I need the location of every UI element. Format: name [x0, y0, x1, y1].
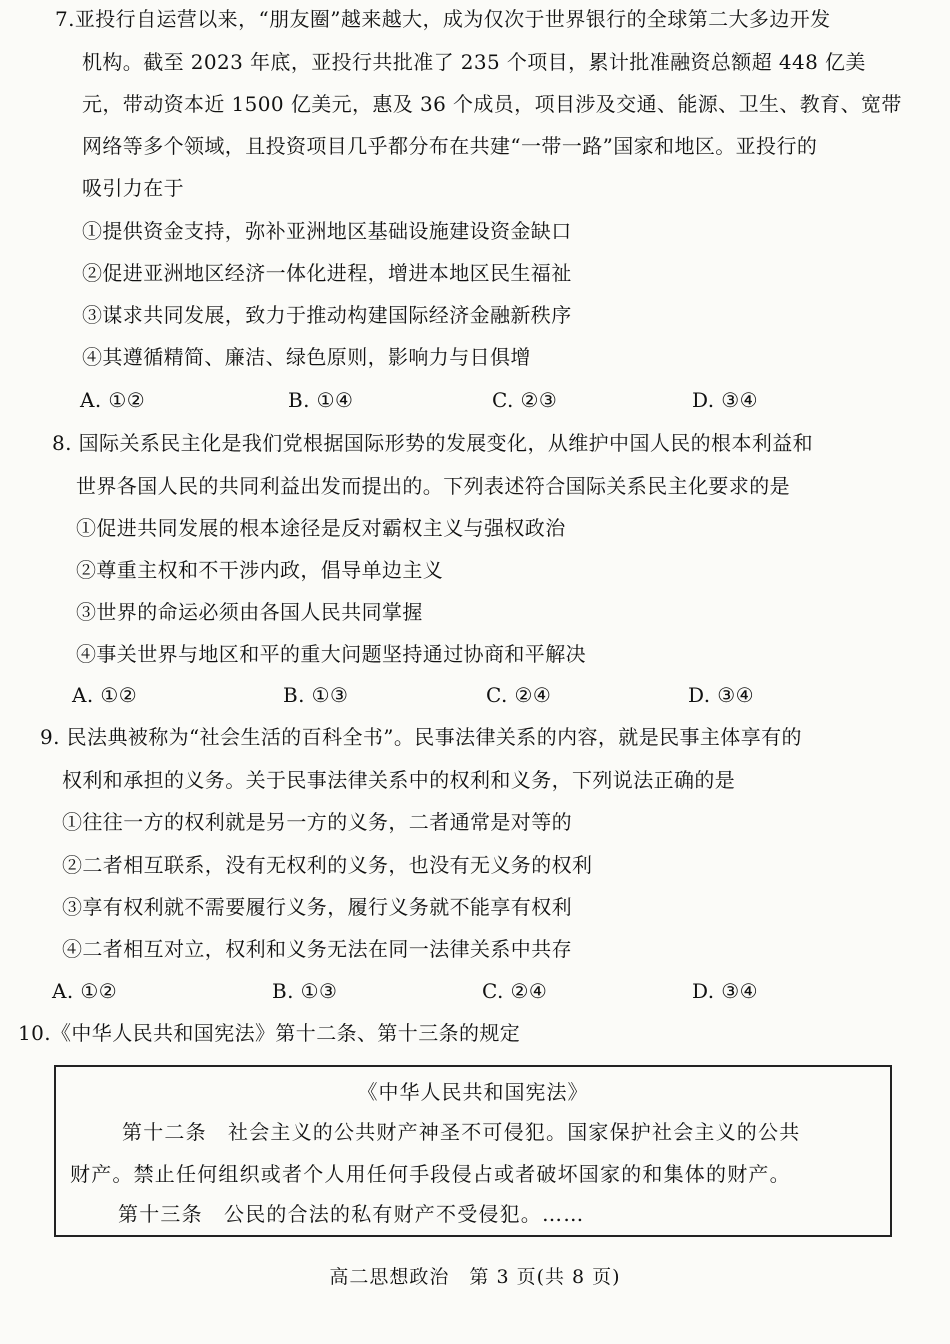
excerpt-line-3: 第十三条 公民的合法的私有财产不受侵犯。……: [118, 1202, 585, 1226]
q8-item-2: ②尊重主权和不干涉内政，倡导单边主义: [76, 558, 444, 582]
q7-stem-line-4: 网络等多个领域，且投资项目几乎都分布在共建“一带一路”国家和地区。亚投行的: [82, 134, 818, 158]
q9-item-1: ①往往一方的权利就是另一方的义务，二者通常是对等的: [62, 810, 572, 834]
q9-stem-line-1: 9. 民法典被称为“社会生活的百科全书”。民事法律关系的内容，就是民事主体享有的: [40, 725, 802, 749]
q7-item-2: ②促进亚洲地区经济一体化进程，增进本地区民生福祉: [82, 261, 572, 285]
q7-option-c[interactable]: C. ②③: [492, 388, 558, 412]
q7-option-a[interactable]: A. ①②: [80, 388, 146, 412]
q7-stem-line-5: 吸引力在于: [82, 176, 184, 200]
q8-item-3: ③世界的命运必须由各国人民共同掌握: [76, 600, 423, 624]
excerpt-line-1: 第十二条 社会主义的公共财产神圣不可侵犯。国家保护社会主义的公共: [122, 1120, 801, 1144]
excerpt-line-2: 财产。禁止任何组织或者个人用任何手段侵占或者破坏国家的和集体的财产。: [70, 1162, 791, 1186]
q8-option-a[interactable]: A. ①②: [72, 683, 138, 707]
q8-item-4: ④事关世界与地区和平的重大问题坚持通过协商和平解决: [76, 642, 586, 666]
q10-stem: 10.《中华人民共和国宪法》第十二条、第十三条的规定: [18, 1021, 521, 1045]
q9-option-b[interactable]: B. ①③: [272, 979, 338, 1003]
q7-item-4: ④其遵循精简、廉洁、绿色原则，影响力与日俱增: [82, 345, 531, 369]
q9-item-2: ②二者相互联系，没有无权利的义务，也没有无义务的权利: [62, 853, 593, 877]
q9-option-c[interactable]: C. ②④: [482, 979, 548, 1003]
q9-option-a[interactable]: A. ①②: [52, 979, 118, 1003]
q8-option-d[interactable]: D. ③④: [688, 683, 754, 707]
q9-item-3: ③享有权利就不需要履行义务，履行义务就不能享有权利: [62, 895, 572, 919]
q8-stem-line-1: 8. 国际关系民主化是我们党根据国际形势的发展变化，从维护中国人民的根本利益和: [52, 431, 814, 455]
q8-option-b[interactable]: B. ①③: [283, 683, 349, 707]
q9-item-4: ④二者相互对立，权利和义务无法在同一法律关系中共存: [62, 937, 572, 961]
q9-stem-line-2: 权利和承担的义务。关于民事法律关系中的权利和义务，下列说法正确的是: [62, 768, 736, 792]
q8-item-1: ①促进共同发展的根本途径是反对霸权主义与强权政治: [76, 516, 566, 540]
q7-stem-line-1: 7.亚投行自运营以来，“朋友圈”越来越大，成为仅次于世界银行的全球第二大多边开发: [55, 7, 831, 31]
q7-option-b[interactable]: B. ①④: [288, 388, 354, 412]
q8-stem-line-2: 世界各国人民的共同利益出发而提出的。下列表述符合国际关系民主化要求的是: [76, 474, 790, 498]
excerpt-title: 《中华人民共和国宪法》: [357, 1080, 589, 1104]
q7-item-3: ③谋求共同发展，致力于推动构建国际经济金融新秩序: [82, 303, 572, 327]
q9-option-d[interactable]: D. ③④: [692, 979, 758, 1003]
q7-item-1: ①提供资金支持，弥补亚洲地区基础设施建设资金缺口: [82, 219, 572, 243]
q7-option-d[interactable]: D. ③④: [692, 388, 758, 412]
q8-option-c[interactable]: C. ②④: [486, 683, 552, 707]
q7-stem-line-2: 机构。截至 2023 年底，亚投行共批准了 235 个项目，累计批准融资总额超 448 亿美: [82, 50, 866, 74]
q7-stem-line-3: 元，带动资本近 1500 亿美元，惠及 36 个成员，项目涉及交通、能源、卫生、教育、宽带: [82, 92, 902, 116]
page-footer: 高二思想政治 第 3 页(共 8 页): [329, 1266, 621, 1288]
constitution-excerpt-box: [54, 1065, 892, 1237]
